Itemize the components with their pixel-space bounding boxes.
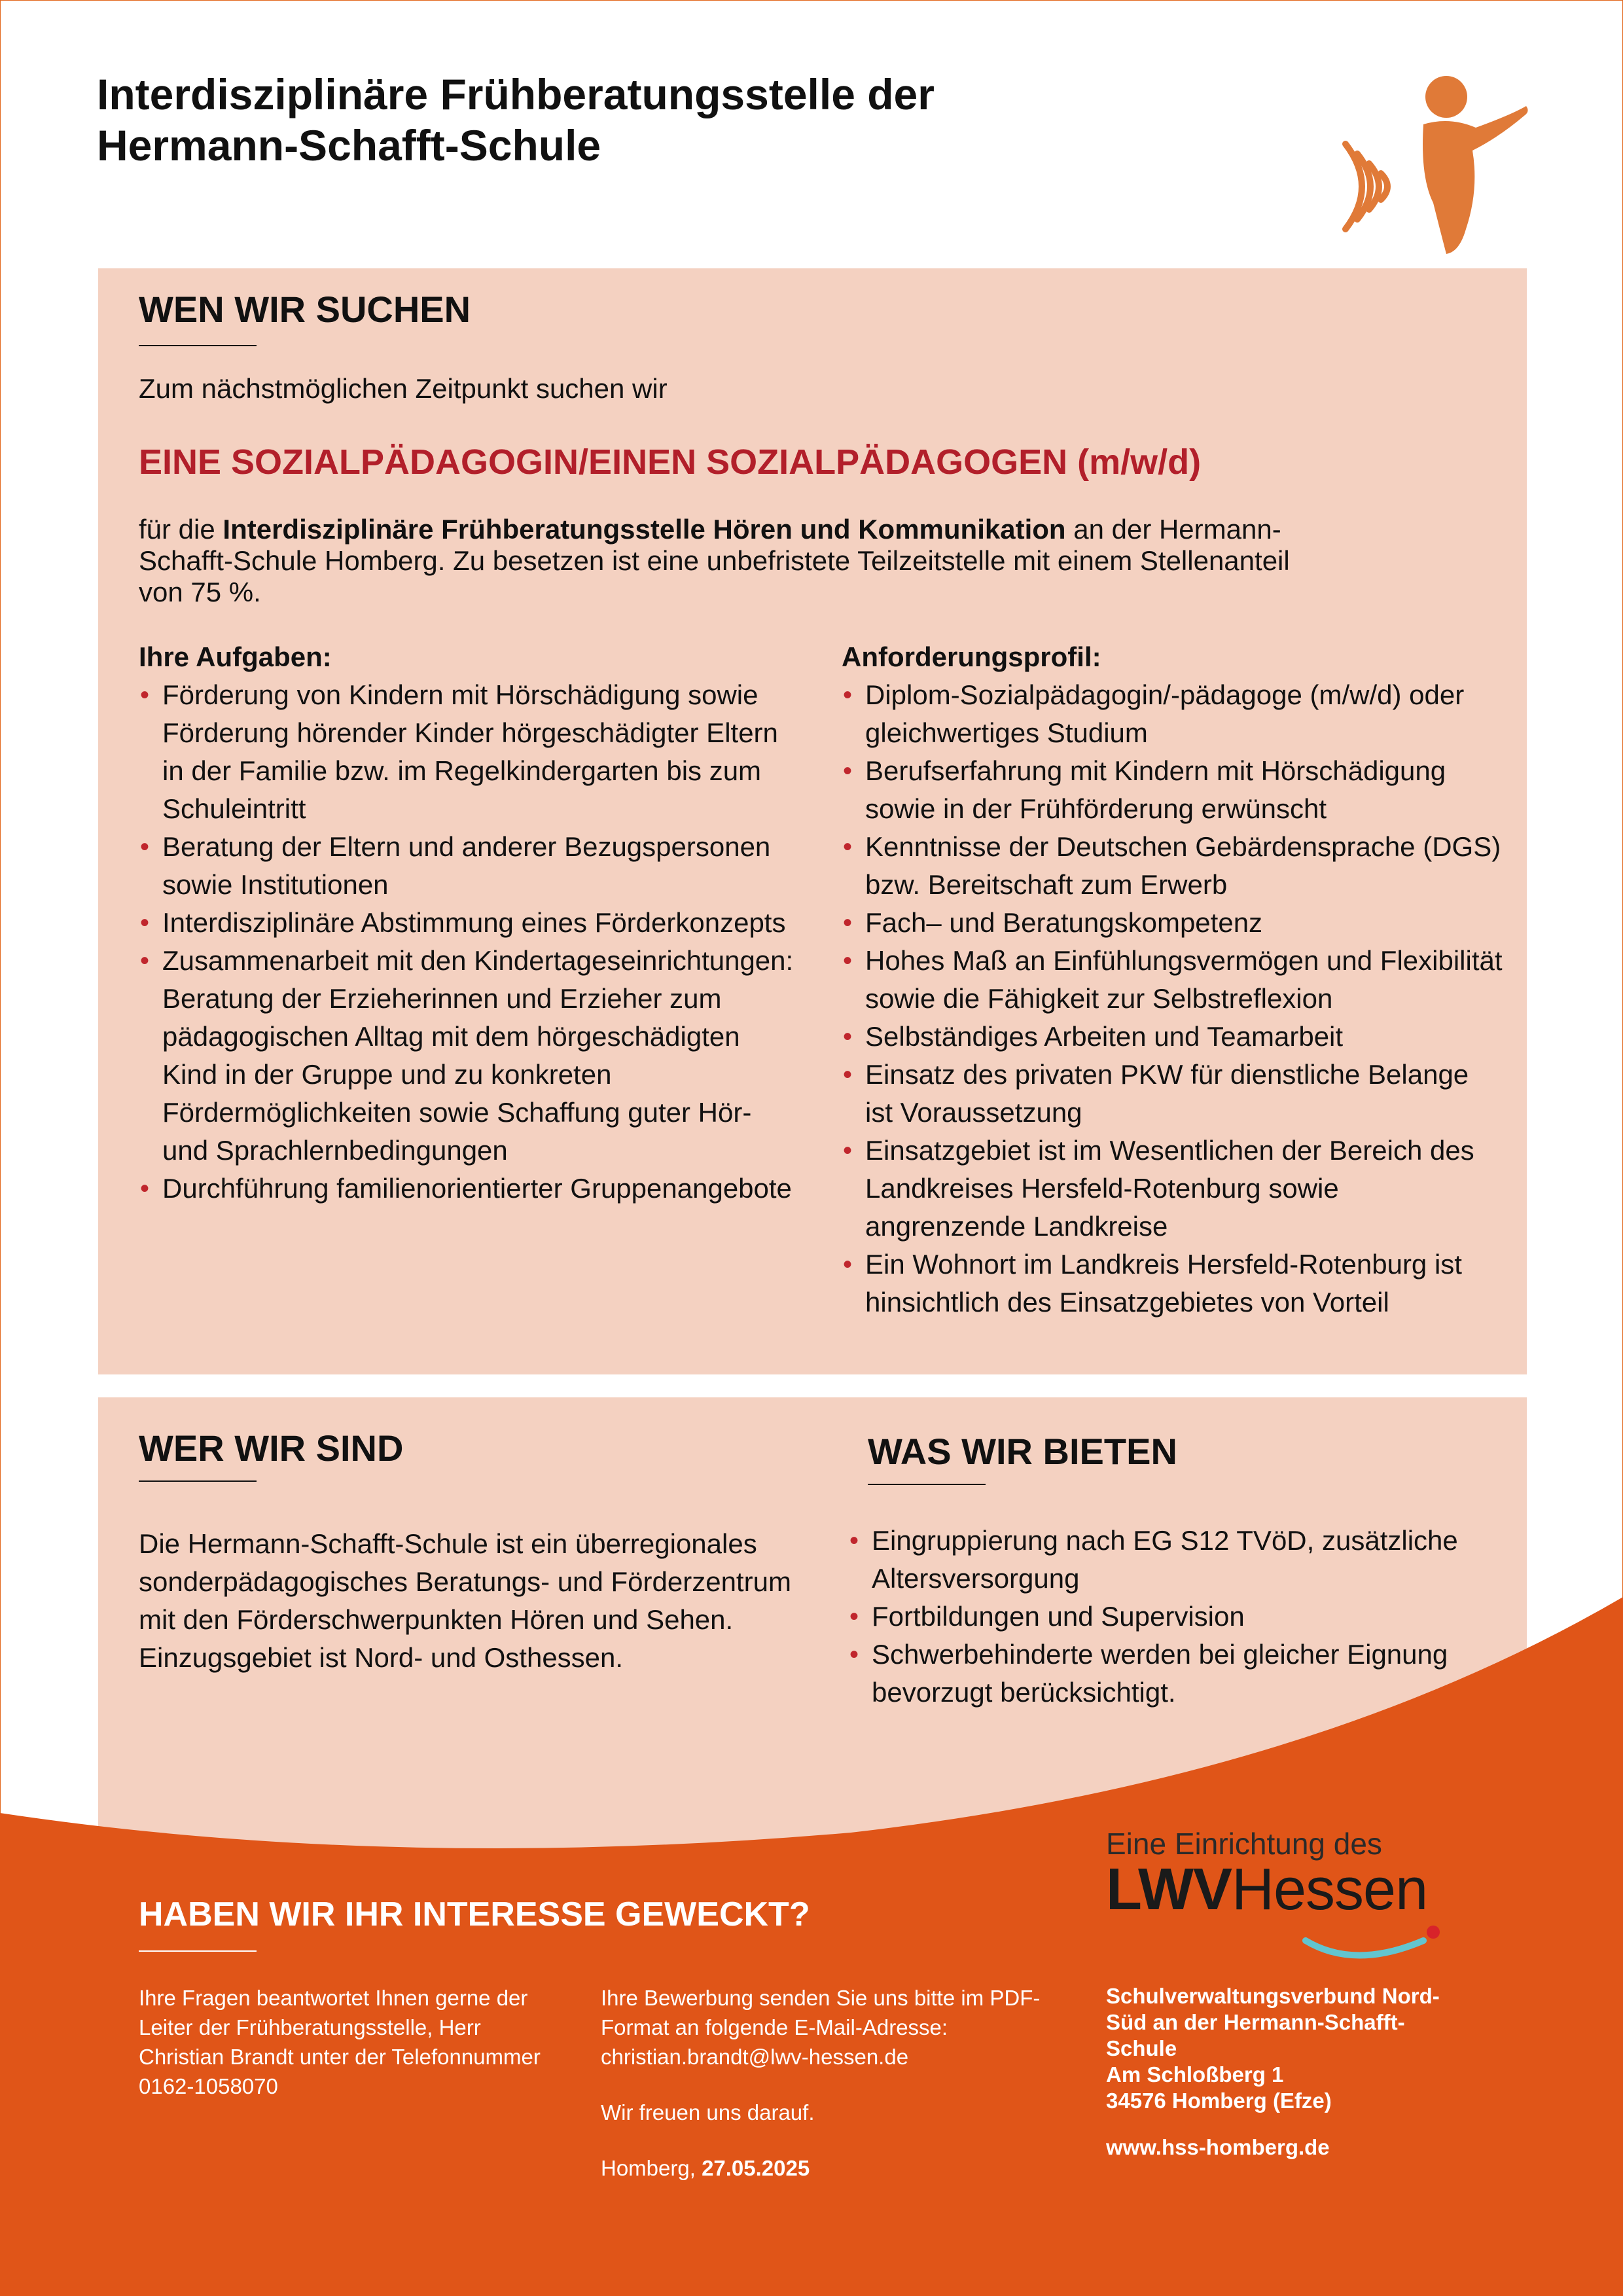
closing-text: Wir freuen uns darauf. [601,2100,815,2125]
address-line: Schulverwaltungsverbund Nord- [1106,1984,1440,2008]
footer-apply [601,1983,1059,2183]
position-description [139,514,1317,608]
address-line: Süd an der Hermann-Schafft- [1106,2010,1405,2034]
list-item: • Einsatzgebiet ist im Wesentlichen der Bereich des Landkreises Hersfeld-Rotenburg sowie angrenzende Landkreise [842,1132,1503,1246]
list-item: • Berufserfahrung mit Kindern mit Hörschädigung sowie in der Frühförderung erwünscht [842,752,1503,828]
lwv-name [1106,1856,1427,1924]
tasks-column [139,638,800,1208]
list-item: • Kenntnisse der Deutschen Gebärdensprache (DGS) bzw. Bereitschaft zum Erwerb [842,828,1503,904]
list-item: • Förderung von Kindern mit Hörschädigung sowie Förderung hörender Kinder hörgeschädigter Eltern in der Familie bzw. im Regelkindergarten bis zum Schuleintritt [139,676,800,828]
about-heading-rule [139,1480,257,1482]
footer-heading: HABEN WIR IHR INTERESSE GEWECKT? [139,1895,810,1933]
title-line-2: Hermann-Schafft-Schule [97,121,601,170]
list-item: • Diplom-Sozialpädagogin/-pädagoge (m/w/d) oder gleichwertiges Studium [842,676,1503,752]
place-date [601,2153,1059,2183]
search-intro: Zum nächstmöglichen Zeitpunkt suchen wir [139,373,668,404]
profile-list [842,676,1503,1321]
address-line: Am Schloßberg 1 [1106,2062,1284,2087]
profile-heading: Anforderungsprofil: [842,641,1101,672]
search-heading-rule [139,345,257,346]
list-item: • Schwerbehinderte werden bei gleicher Eignung bevorzugt berücksichtigt. [848,1636,1496,1712]
list-item: • Einsatz des privaten PKW für dienstliche Belange ist Voraussetzung [842,1056,1503,1132]
footer-contact [139,1983,564,2101]
lwv-logo [1106,1826,1472,1970]
list-item: • Fortbildungen und Supervision [848,1598,1496,1636]
page-title [97,69,935,171]
list-item: • Selbständiges Arbeiten und Teamarbeit [842,1018,1503,1056]
profile-column [842,638,1503,1321]
website-link[interactable]: www.hss-homberg.de [1106,2135,1330,2159]
position-title: EINE SOZIALPÄDAGOGIN/EINEN SOZIALPÄDAGOGEN (m/w/d) [139,442,1202,482]
place: Homberg, [601,2156,702,2180]
address-line: Schule [1106,2036,1177,2060]
desc-rest: an der Hermann-Schafft-Schule Homberg. Zu besetzen ist eine unbefristete Teilzeitstelle mit einem Stellenanteil von 75 %. [139,514,1290,607]
desc-bold: Interdisziplinäre Frühberatungsstelle Hören und Kommunikation [223,514,1066,545]
list-item: • Durchführung familienorientierter Gruppenangebote [139,1170,800,1208]
lwv-prefix: Eine Einrichtung des [1106,1827,1382,1861]
school-address [1106,1983,1440,2114]
lwv-bold: LWV [1106,1857,1232,1922]
contact-text: Ihre Fragen beantwortet Ihnen gerne der Leiter der Frühberatungsstelle, Herr Christian Brandt unter der Telefonnummer 0162-1058070 [139,1986,541,2098]
about-text: Die Hermann-Schafft-Schule ist ein überregionales sonderpädagogisches Beratungs- und Förderzentrum mit den Förderschwerpunkten Hören und Sehen. Einzugsgebiet ist Nord- und Osthessen. [139,1528,791,1673]
list-item: • Beratung der Eltern und anderer Bezugspersonen sowie Institutionen [139,828,800,904]
list-item: • Ein Wohnort im Landkreis Hersfeld-Rotenburg ist hinsichtlich des Einsatzgebietes von Vorteil [842,1246,1503,1321]
title-line-1: Interdisziplinäre Frühberatungsstelle der [97,70,935,118]
apply-text: Ihre Bewerbung senden Sie uns bitte im PDF-Format an folgende E-Mail-Adresse: christian.brandt@lwv-hessen.de [601,1986,1041,2069]
lwv-swoosh-icon [1302,1924,1446,1970]
list-item: • Zusammenarbeit mit den Kindertageseinrichtungen: Beratung der Erzieherinnen und Erzieher zum pädagogischen Alltag mit dem hörgeschädigten Kind in der Gruppe und zu konkreten Fördermöglichkeiten sowie Schaffung guter Hör- und Sprachlernbedingungen [139,942,800,1170]
child-with-sound-waves-icon [1342,65,1538,262]
offer-heading-rule [868,1484,986,1485]
footer-heading-rule [139,1950,257,1952]
list-item: • Eingruppierung nach EG S12 TVöD, zusätzliche Altersversorgung [848,1522,1496,1598]
lwv-rest: Hessen [1232,1857,1428,1922]
desc-prefix: für die [139,514,223,545]
list-item: • Fach– und Beratungskompetenz [842,904,1503,942]
tasks-heading: Ihre Aufgaben: [139,641,332,672]
search-heading: WEN WIR SUCHEN [139,289,471,330]
tasks-list [139,676,800,1208]
list-item: • Hohes Maß an Einfühlungsvermögen und Flexibilität sowie die Fähigkeit zur Selbstreflexion [842,942,1503,1018]
date: 27.05.2025 [702,2156,810,2180]
about-heading: WER WIR SIND [139,1427,404,1469]
address-line: 34576 Homberg (Efze) [1106,2089,1332,2113]
offer-heading: WAS WIR BIETEN [868,1431,1177,1472]
list-item: • Interdisziplinäre Abstimmung eines Förderkonzepts [139,904,800,942]
